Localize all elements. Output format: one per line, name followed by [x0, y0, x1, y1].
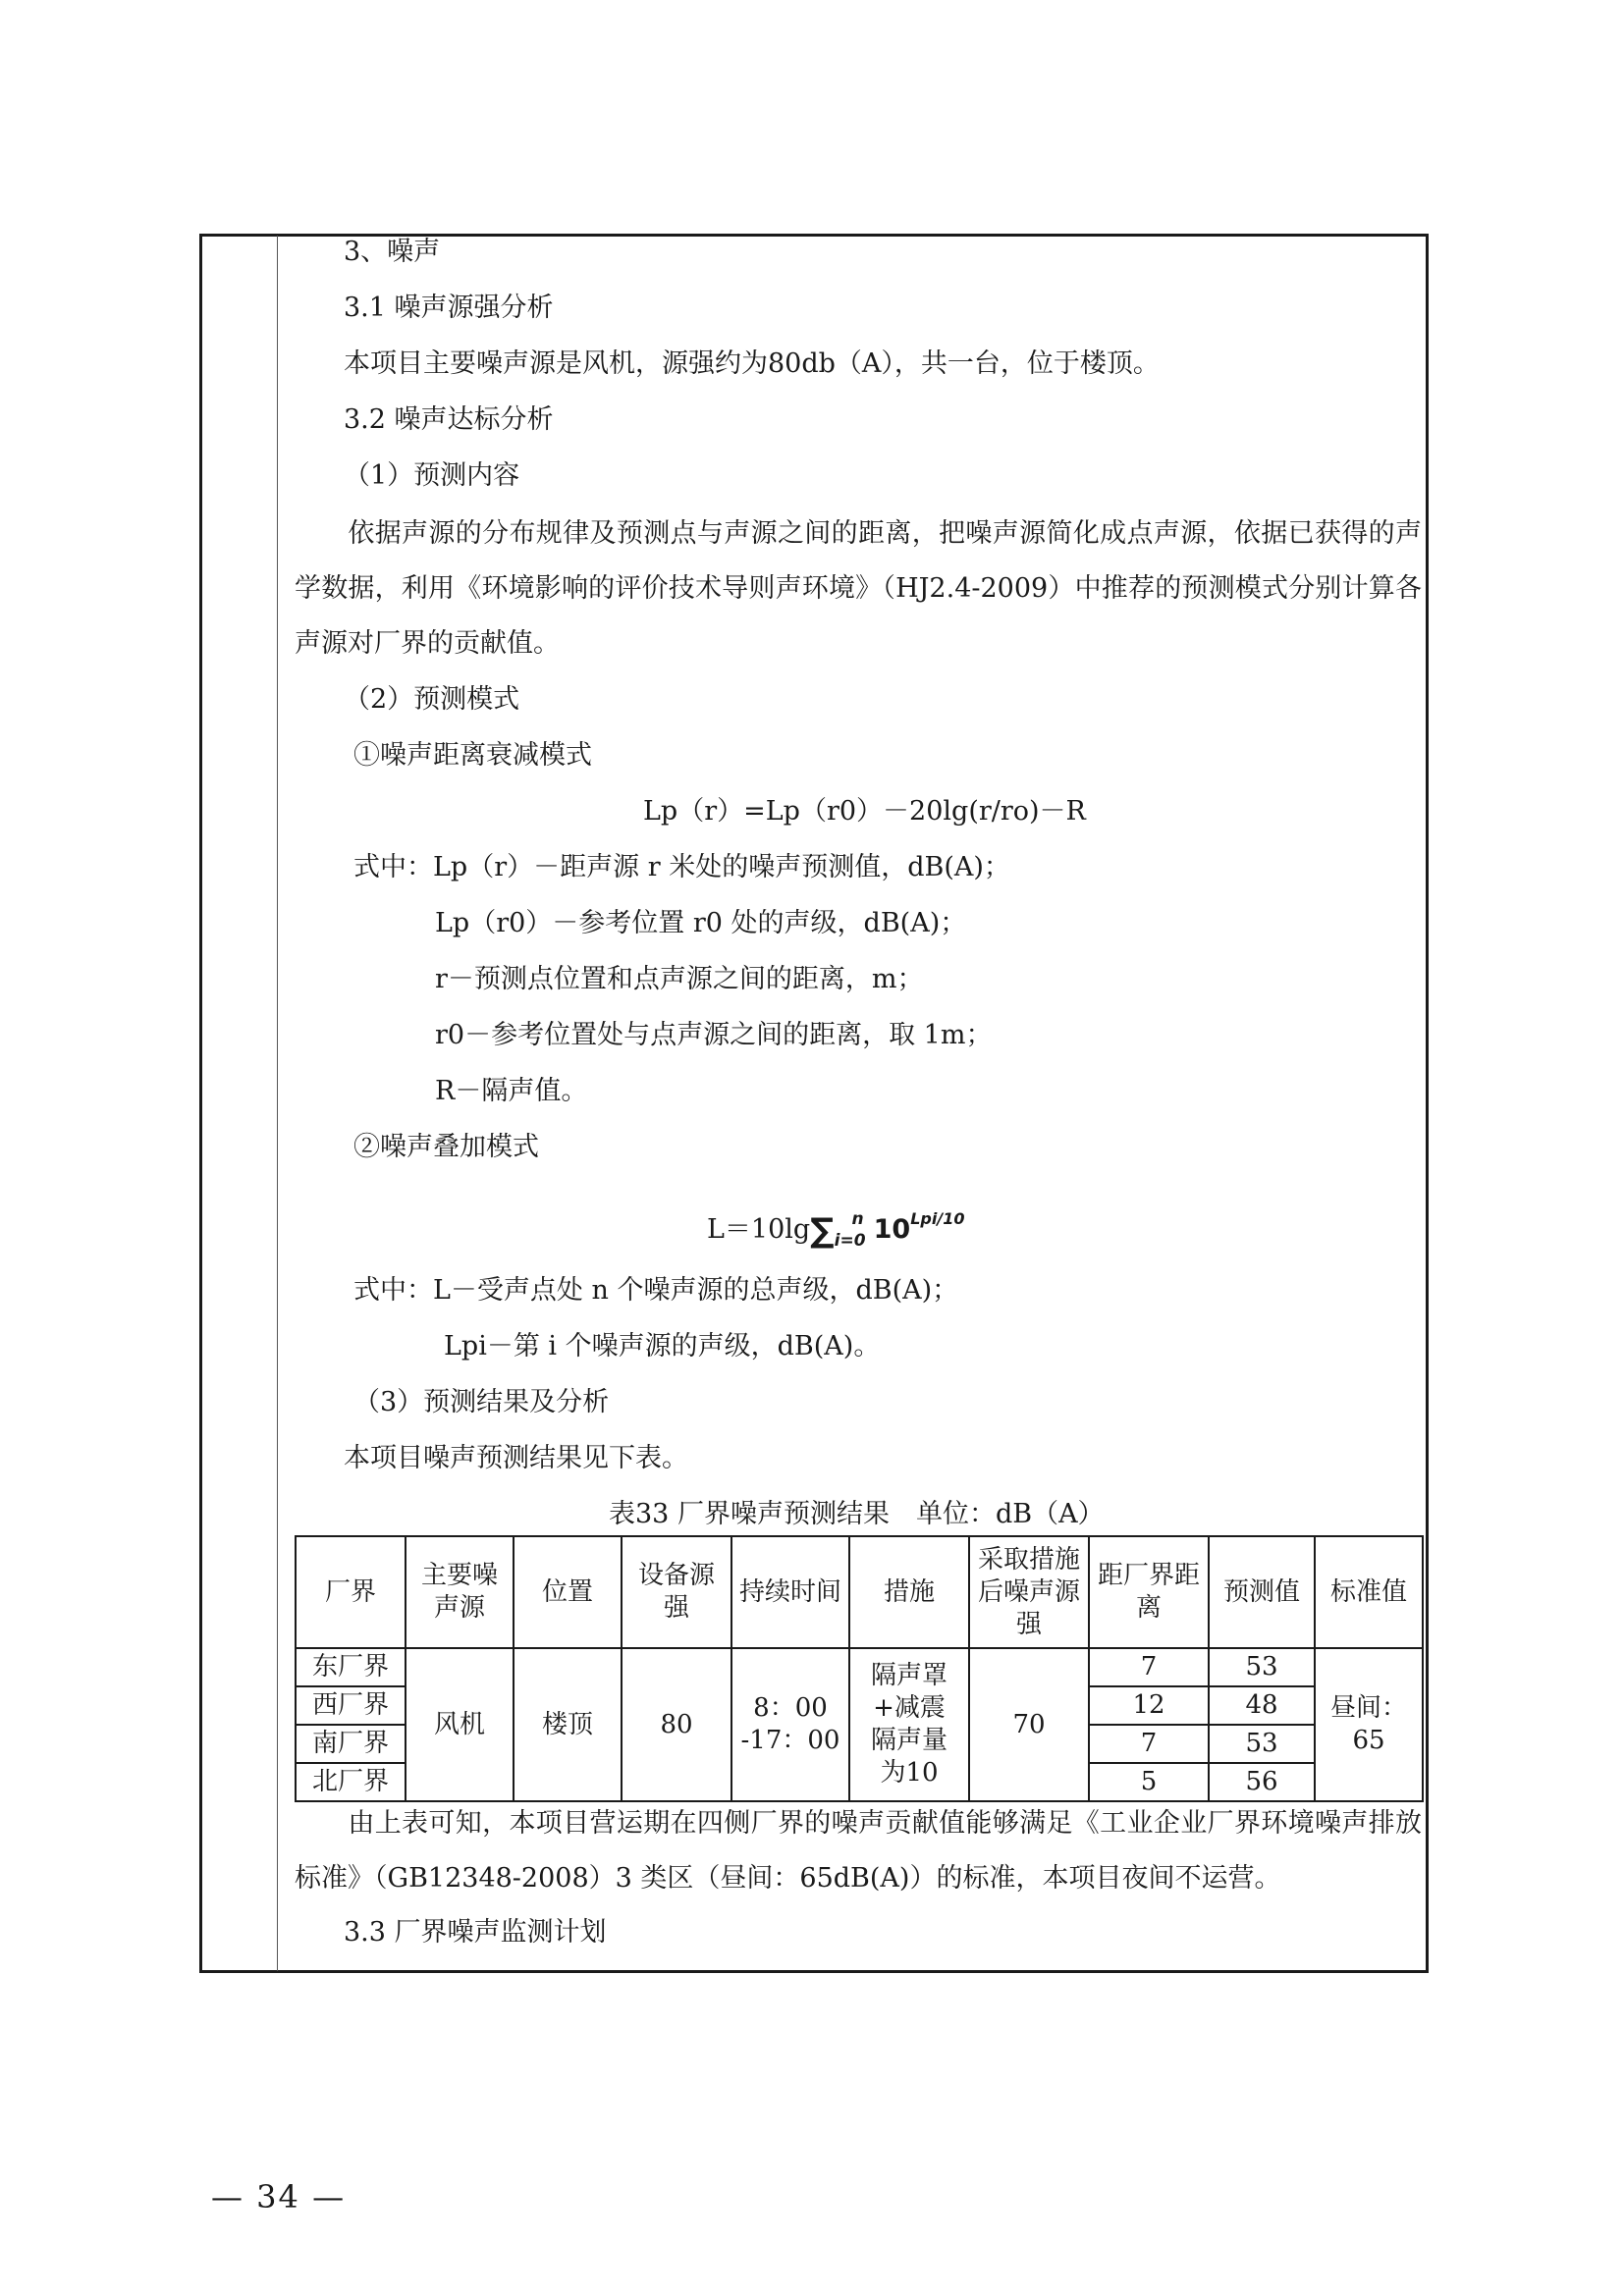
cell-boundary: 北厂界 [296, 1763, 406, 1801]
header-duration: 持续时间 [731, 1536, 849, 1648]
definition-R: R－隔声值。 [435, 1076, 588, 1106]
footer-dash-right: — [312, 2178, 347, 2216]
definition-lp-r: 式中：Lp（r）－距声源 r 米处的噪声预测值，dB(A)； [353, 852, 1010, 882]
cell-after-measure: 70 [969, 1648, 1089, 1801]
paragraph-conclusion: 由上表可知，本项目营运期在四侧厂界的噪声贡献值能够满足《工业企业厂界环境噪声排放标准》（GB12348-2008）3 类区（昼间：65dB(A)）的标准，本项目夜间不运营。 [295, 1808, 1422, 1894]
paragraph-result-intro: 本项目噪声预测结果见下表。 [344, 1443, 688, 1473]
paragraph-source-strength: 本项目主要噪声源是风机，源强约为80db（A），共一台，位于楼顶。 [344, 348, 1160, 379]
cell-duration: 8：00 -17：00 [731, 1648, 849, 1801]
header-main-source: 主要噪声源 [406, 1536, 514, 1648]
footer-dash-left: — [211, 2178, 244, 2216]
cell-predicted: 56 [1209, 1763, 1315, 1801]
formula-attenuation: Lp（r）=Lp（r0）－20lg(r/ro)－R [643, 796, 1086, 827]
definition-L: 式中：L－受声点处 n 个噪声源的总声级，dB(A)； [353, 1275, 959, 1306]
heading-3-1: 3.1 噪声源强分析 [344, 293, 554, 323]
cell-distance: 12 [1089, 1686, 1209, 1725]
cell-boundary: 东厂界 [296, 1648, 406, 1686]
heading-noise: 3、噪声 [344, 237, 441, 267]
cell-measure: 隔声罩 +减震 隔声量 为10 [849, 1648, 969, 1801]
page-number: 34 [256, 2178, 300, 2216]
header-predicted: 预测值 [1209, 1536, 1315, 1648]
cell-source: 风机 [406, 1648, 514, 1801]
cell-predicted: 53 [1209, 1648, 1315, 1686]
header-distance: 距厂界距离 [1089, 1536, 1209, 1648]
header-standard: 标准值 [1315, 1536, 1423, 1648]
cell-distance: 7 [1089, 1725, 1209, 1763]
definition-lp-r0: Lp（r0）－参考位置 r0 处的声级，dB(A)； [435, 908, 967, 938]
paragraph-prediction-content: 依据声源的分布规律及预测点与声源之间的距离，把噪声源简化成点声源，依据已获得的声学数据，利用《环境影响的评价技术导则声环境》（HJ2.4-2009）中推荐的预测模式分别计算各声源对厂界的贡献值。 [295, 518, 1422, 659]
cell-location: 楼顶 [514, 1648, 622, 1801]
header-location: 位置 [514, 1536, 622, 1648]
cell-boundary: 西厂界 [296, 1686, 406, 1725]
table-header-row [296, 1536, 1423, 1648]
cell-distance: 5 [1089, 1763, 1209, 1801]
cell-boundary: 南厂界 [296, 1725, 406, 1763]
definition-r0: r0－参考位置处与点声源之间的距离，取 1m； [435, 1020, 993, 1050]
cell-predicted: 53 [1209, 1725, 1315, 1763]
heading-prediction-content: （1）预测内容 [344, 460, 520, 491]
cell-strength: 80 [622, 1648, 731, 1801]
heading-prediction-result: （3）预测结果及分析 [353, 1387, 610, 1417]
cell-distance: 7 [1089, 1648, 1209, 1686]
table-caption: 表33 厂界噪声预测结果 单位：dB（A） [609, 1499, 1105, 1529]
heading-prediction-model: （2）预测模式 [344, 684, 520, 715]
noise-prediction-table [295, 1535, 1424, 1802]
header-boundary: 厂界 [296, 1536, 406, 1648]
page-footer [211, 2177, 346, 2216]
table-row [296, 1648, 1423, 1686]
heading-distance-attenuation: ①噪声距离衰减模式 [353, 740, 592, 771]
definition-Lpi: Lpi－第 i 个噪声源的声级，dB(A)。 [444, 1331, 881, 1362]
cell-predicted: 48 [1209, 1686, 1315, 1725]
cell-standard: 昼间： 65 [1315, 1648, 1423, 1801]
header-equipment-strength: 设备源强 [622, 1536, 731, 1648]
header-measure: 措施 [849, 1536, 969, 1648]
header-after-measure: 采取措施后噪声源强 [969, 1536, 1089, 1648]
heading-superposition: ②噪声叠加模式 [353, 1132, 539, 1162]
heading-3-3: 3.3 厂界噪声监测计划 [344, 1917, 607, 1948]
heading-3-2: 3.2 噪声达标分析 [344, 404, 554, 435]
definition-r: r－预测点位置和点声源之间的距离，m； [435, 964, 924, 994]
frame-column-divider [277, 236, 278, 1971]
formula-superposition: $L=10\lg\sum_{i=0}^n$ $10^{Lpi/10}$ [707, 1209, 965, 1251]
